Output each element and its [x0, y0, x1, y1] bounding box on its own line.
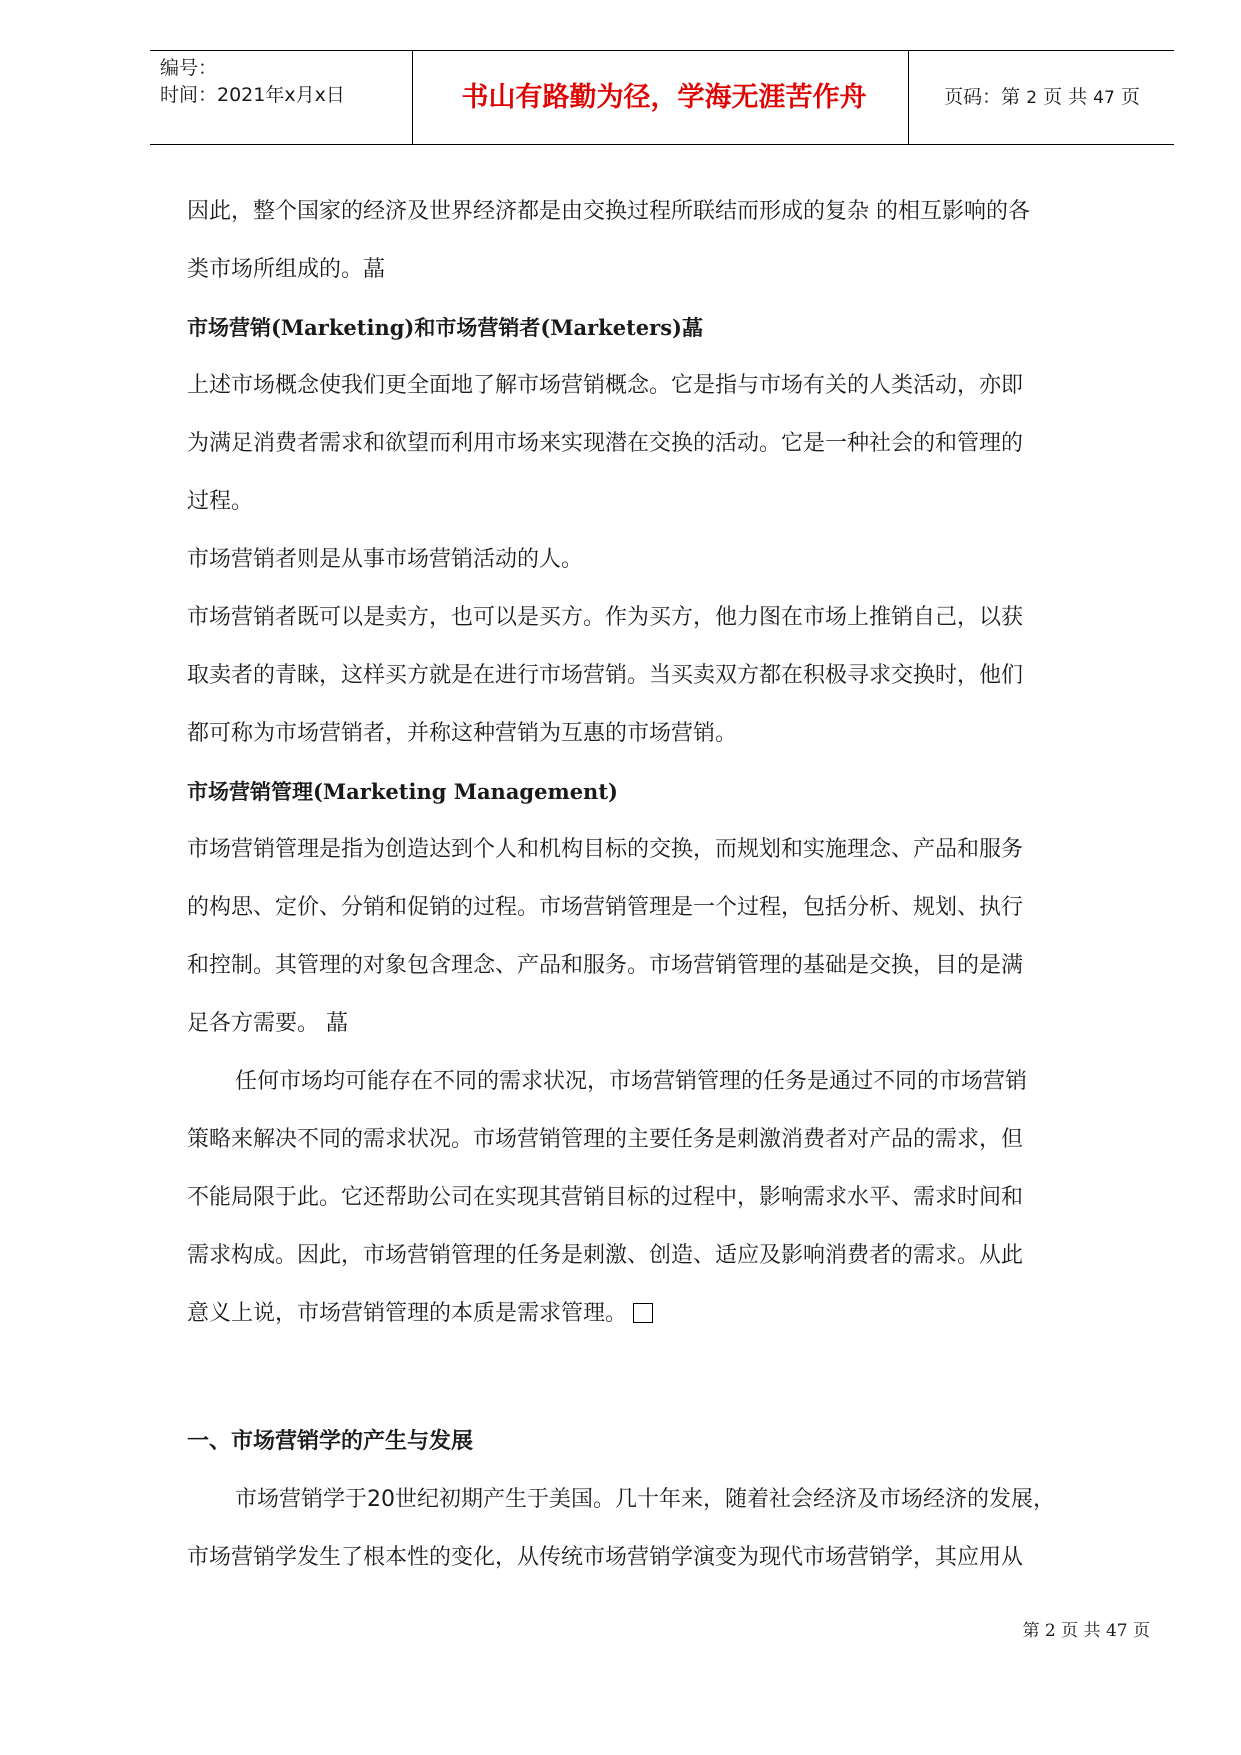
- section-heading: 市场营销(Marketing)和市场营销者(Marketers)蕌: [187, 315, 703, 340]
- paragraph-text: 意义上说，市场营销管理的本质是需求管理。: [187, 1301, 628, 1326]
- paragraph-line: 需求构成。因此，市场营销管理的任务是刺激、创造、适应及影响消费者的需求。从此: [187, 1243, 1024, 1268]
- page-suffix: 页: [1120, 86, 1140, 108]
- number-label: 编号：: [160, 57, 218, 79]
- page-total: 47: [1093, 88, 1115, 108]
- time-label: 时间：2021年x月x日: [160, 84, 345, 106]
- paragraph-line: 过程。: [187, 489, 254, 514]
- paragraph-line: 市场营销学于20世纪初期产生于美国。几十年来，随着社会经济及市场经济的发展，: [235, 1487, 1055, 1512]
- page-number: 2: [1026, 88, 1038, 108]
- header-motto: 书山有路勤为径，学海无涯苦作舟: [461, 82, 867, 113]
- paragraph-line: 市场营销学发生了根本性的变化，从传统市场营销学演变为现代市场营销学，其应用从: [187, 1545, 1024, 1570]
- header-page-info: [910, 51, 1174, 144]
- paragraph-line: 任何市场均可能存在不同的需求状况，市场营销管理的任务是通过不同的市场营销: [235, 1069, 1028, 1094]
- paragraph-line: 取卖者的青睐，这样买方就是在进行市场营销。当买卖双方都在积极寻求交换时，他们: [187, 663, 1024, 688]
- header-divider-right: [908, 51, 909, 144]
- empty-box-icon: [633, 1303, 653, 1323]
- paragraph-line: 市场营销者则是从事市场营销活动的人。: [187, 547, 584, 572]
- paragraph-line: 足各方需要。 蕌: [187, 1011, 348, 1036]
- page-footer: 第 2 页 共 47 页: [1022, 1621, 1150, 1641]
- paragraph-line: 市场营销者既可以是卖方，也可以是买方。作为买方，他力图在市场上推销自己，以获: [187, 605, 1024, 630]
- paragraph-line: 上述市场概念使我们更全面地了解市场营销概念。它是指与市场有关的人类活动，亦即: [187, 373, 1024, 398]
- paragraph-line-with-box: [187, 1285, 1147, 1343]
- paragraph-line: 和控制。其管理的对象包含理念、产品和服务。市场营销管理的基础是交换，目的是满: [187, 953, 1024, 978]
- paragraph-line: 市场营销管理是指为创造达到个人和机构目标的交换，而规划和实施理念、产品和服务: [187, 837, 1024, 862]
- paragraph-line: 为满足消费者需求和欲望而利用市场来实现潜在交换的活动。它是一种社会的和管理的: [187, 431, 1024, 456]
- paragraph-line: 策略来解决不同的需求状况。市场营销管理的主要任务是刺激消费者对产品的需求，但: [187, 1127, 1024, 1152]
- header-divider-left: [412, 51, 413, 144]
- document-body: [187, 183, 1147, 1587]
- page-header: [150, 50, 1174, 145]
- header-meta: [160, 55, 415, 148]
- paragraph-line: 的构思、定价、分销和促销的过程。市场营销管理是一个过程，包括分析、规划、执行: [187, 895, 1024, 920]
- page-prefix: 页码：第: [944, 86, 1021, 108]
- paragraph-line: 类市场所组成的。蕌: [187, 257, 386, 282]
- page-mid: 页 共: [1043, 86, 1088, 108]
- spacer: [187, 1343, 1147, 1413]
- paragraph-line: 都可称为市场营销者，并称这种营销为互惠的市场营销。: [187, 721, 738, 746]
- paragraph-line: 因此，整个国家的经济及世界经济都是由交换过程所联结而形成的复杂 的相互影响的各: [187, 199, 1030, 224]
- chapter-heading: 一、市场营销学的产生与发展: [187, 1429, 474, 1454]
- paragraph-line: 不能局限于此。它还帮助公司在实现其营销目标的过程中，影响需求水平、需求时间和: [187, 1185, 1024, 1210]
- section-heading: 市场营销管理(Marketing Management): [187, 779, 618, 804]
